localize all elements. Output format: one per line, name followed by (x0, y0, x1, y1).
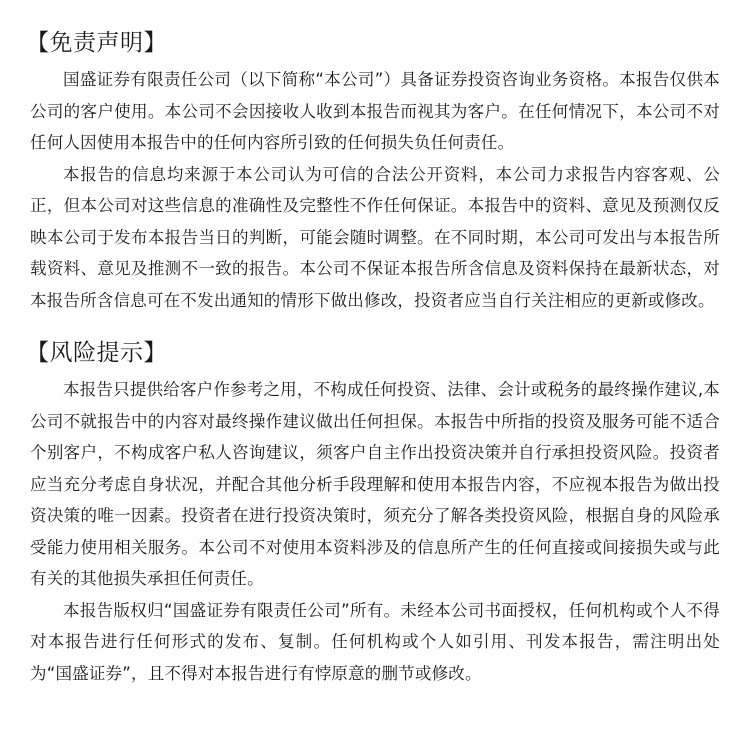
risk-heading: 【风险提示】 (26, 340, 167, 366)
disclaimer-heading: 【免责声明】 (26, 30, 167, 56)
risk-section (26, 338, 720, 689)
disclaimer-paragraph-1: 国盛证券有限责任公司（以下简称“本公司”）具备证券投资咨询业务资格。本报告仅供本公司的客户使用。本公司不会因接收人收到本报告而视其为客户。在任何情况下，本公司不对任何人因使用本报告中的任何内容所引致的任何损失负任何责任。 (30, 70, 720, 152)
disclaimer-section (26, 28, 720, 316)
risk-paragraph-1: 本报告只提供给客户作参考之用，不构成任何投资、法律、会计或税务的最终操作建议,本公司不就报告中的内容对最终操作建议做出任何担保。本报告中所指的投资及服务可能不适合个别客户，不构成客户私人咨询建议，须客户自主作出投资决策并自行承担投资风险。投资者应当充分考虑自身状况，并配合其他分析手段理解和使用本报告内容，不应视本报告为做出投资决策的唯一因素。投资者在进行投资决策时，须充分了解各类投资风险，根据自身的风险承受能力使用相关服务。本公司不对使用本资料涉及的信息所产生的任何直接或间接损失或与此有关的其他损失承担任何责任。 (30, 380, 720, 588)
risk-paragraph-2: 本报告版权归“国盛证券有限责任公司”所有。未经本公司书面授权，任何机构或个人不得对本报告进行任何形式的发布、复制。任何机构或个人如引用、刊发本报告，需注明出处为“国盛证券”，且不得对本报告进行有悖原意的删节或修改。 (30, 600, 720, 683)
disclaimer-paragraph-2: 本报告的信息均来源于本公司认为可信的合法公开资料，本公司力求报告内容客观、公正，但本公司对这些信息的准确性及完整性不作任何保证。本报告中的资料、意见及预测仅反映本公司于发布本报告当日的判断，可能会随时调整。在不同时期，本公司可发出与本报告所载资料、意见及推测不一致的报告。本公司不保证本报告所含信息及资料保持在最新状态，对本报告所含信息可在不发出通知的情形下做出修改，投资者应当自行关注相应的更新或修改。 (30, 164, 720, 310)
